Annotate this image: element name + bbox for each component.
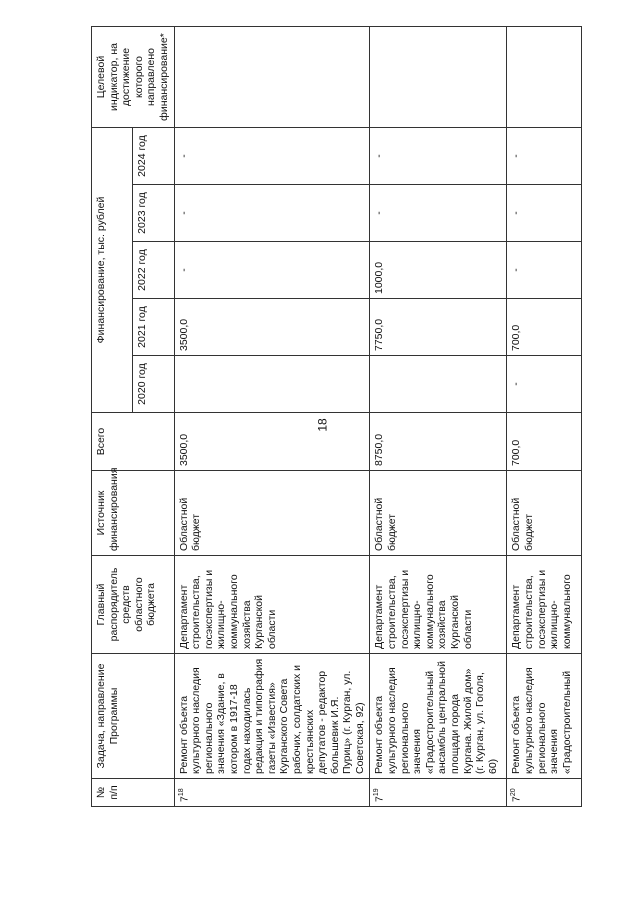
cell-source: Областной бюджет <box>507 471 582 556</box>
cell-admin: Департамент строительства, госэкспертизы и жилищно-коммунального хозяйства Курганской области <box>370 556 507 654</box>
cell-total: 700,0 <box>507 413 582 471</box>
header-row <box>92 27 133 807</box>
cell-2020: - <box>507 356 582 413</box>
cell-task: Ремонт объекта культурного наследия регионального значения «Градостроительный <box>507 654 582 779</box>
cell-admin: Департамент строительства, госэкспертизы и жилищно-коммунального <box>507 556 582 654</box>
cell-total: 3500,0 <box>174 413 370 471</box>
col-header-num: № п/п <box>92 779 175 807</box>
cell-admin: Департамент строительства, госэкспертизы и жилищно-коммунального хозяйства Курганской области <box>174 556 370 654</box>
cell-2023: - <box>507 185 582 242</box>
cell-2021: 3500,0 <box>174 299 370 356</box>
table-row <box>174 27 370 807</box>
cell-2022: 1000,0 <box>370 242 507 299</box>
col-header-task: Задача, направление Программы <box>92 654 175 779</box>
cell-target <box>370 27 507 128</box>
rotated-table-container <box>91 27 601 807</box>
cell-target <box>174 27 370 128</box>
cell-task: Ремонт объекта культурного наследия регионального значения «Градостроительный ансамбль центральной площади города Кургана. Жилой дом» (г. Курган, ул. Гоголя, 60) <box>370 654 507 779</box>
cell-2023: - <box>370 185 507 242</box>
col-header-total: Всего <box>92 413 175 471</box>
cell-num: $7^{18}$ <box>174 779 370 807</box>
col-header-target: Целевой индикатор, на достижение которого направлено финансирование* <box>92 27 175 128</box>
cell-2020 <box>370 356 507 413</box>
page-number: 18 <box>315 418 330 432</box>
col-header-year: 2024 год <box>133 128 174 185</box>
col-header-year: 2023 год <box>133 185 174 242</box>
cell-2022: - <box>174 242 370 299</box>
table-row <box>507 27 582 807</box>
cell-source: Областной бюджет <box>370 471 507 556</box>
cell-2024: - <box>174 128 370 185</box>
cell-2023: - <box>174 185 370 242</box>
col-header-year: 2021 год <box>133 299 174 356</box>
cell-source: Областной бюджет <box>174 471 370 556</box>
cell-2021: 700,0 <box>507 299 582 356</box>
financing-table <box>91 26 582 807</box>
cell-task: Ремонт объекта культурного наследия регионального значения «Здание, в котором в 1917-18 годах находилась редакция и типография газеты «Известия» Курганского Совета рабочих, солдатских и крестьянских депутатов - редактор большевик И.Я. Пуриц» (г. Курган, ул. Советская, 92) <box>174 654 370 779</box>
col-header-financing: Финансирование, тыс. рублей <box>92 128 133 413</box>
col-header-admin: Главный распорядитель средств областного бюджета <box>92 556 175 654</box>
cell-2024: - <box>370 128 507 185</box>
cell-num: $7^{20}$ <box>507 779 582 807</box>
col-header-source: Источник финансирования <box>92 471 175 556</box>
cell-num: $7^{19}$ <box>370 779 507 807</box>
cell-2020 <box>174 356 370 413</box>
cell-2021: 7750,0 <box>370 299 507 356</box>
table-row <box>370 27 507 807</box>
cell-target <box>507 27 582 128</box>
col-header-year: 2020 год <box>133 356 174 413</box>
col-header-year: 2022 год <box>133 242 174 299</box>
cell-2024: - <box>507 128 582 185</box>
cell-2022: - <box>507 242 582 299</box>
cell-total: 8750,0 <box>370 413 507 471</box>
